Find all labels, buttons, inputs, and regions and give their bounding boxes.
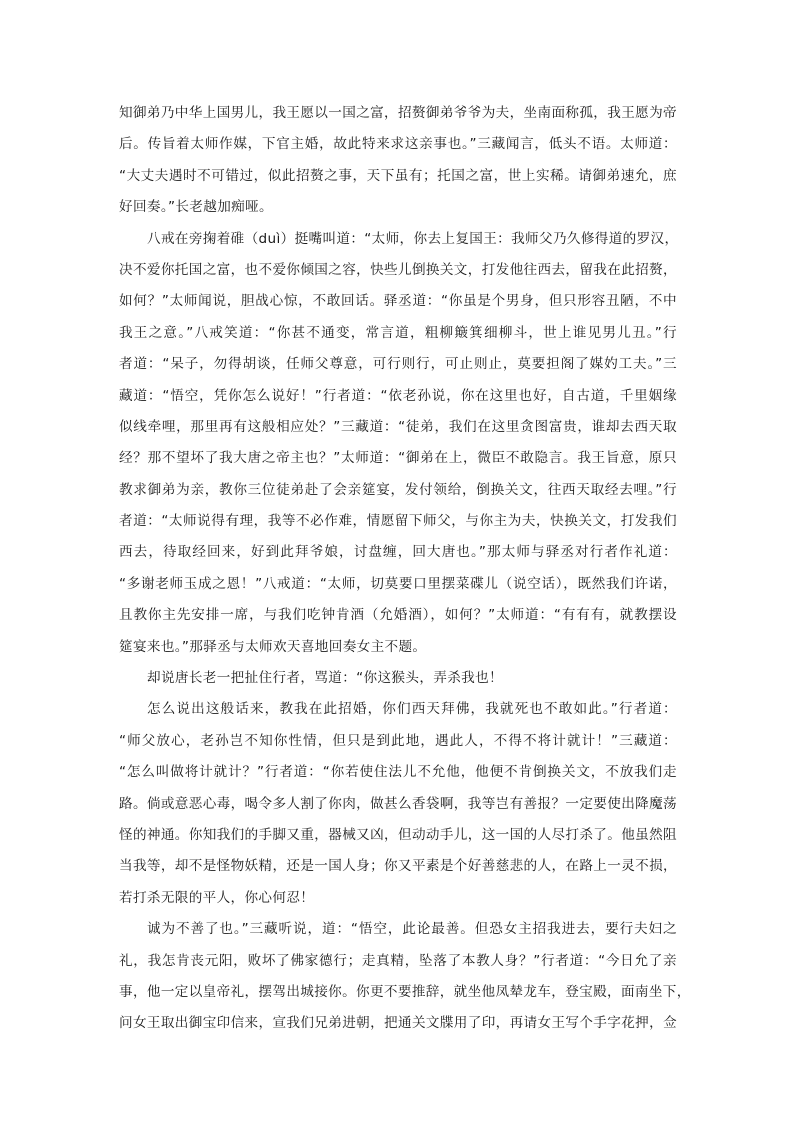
text-line: 却说唐长老一把扯住行者，骂道：“你这猴头，弄杀我也！ <box>147 670 503 687</box>
text-line: 知御弟乃中华上国男儿，我王愿以一国之富，招赘御弟爷爷为夫，坐南面称孤，我王愿为帝 <box>119 105 677 121</box>
text-line: 我王之意。”八戒笑道：“你甚不通变，常言道，粗柳簸箕细柳斗，世上谁见男儿丑。”行 <box>119 324 677 341</box>
text-line: 八戒在旁掬着碓（duì）挺嘴叫道：“太师，你去上复国王：我师父乃久修得道的罗汉， <box>147 230 679 247</box>
text-line: “怎么叫做将计就计？”行者道：“你若使住法儿不允他，他便不肯倒换关文，不放我们走 <box>119 764 677 781</box>
text-line: 如何？”太师闻说，胆战心惊，不敢回话。驿丞道：“你虽是个男身，但只形容丑陋，不中 <box>119 293 677 310</box>
text-line: 诚为不善了也。”三藏听说，道：“悟空，此论最善。但恐女主招我进去，要行夫妇之 <box>147 921 677 938</box>
text-line: 者道：“太师说得有理，我等不必作难，情愿留下师父，与你主为夫，快换关文，打发我们 <box>119 513 677 530</box>
text-line: 怪的神通。你知我们的手脚又重，器械又凶，但动动手儿，这一国的人尽打杀了。他虽然阻 <box>119 826 677 843</box>
text-line: 当我等，却不是怪物妖精，还是一国人身；你又平素是个好善慈悲的人，在路上一灵不损， <box>119 858 677 875</box>
text-line: 经？那不望坏了我大唐之帝主也？”太师道：“御弟在上，微臣不敢隐言。我王旨意，原只 <box>119 450 677 467</box>
document-page <box>119 98 691 1040</box>
text-line: 事，他一定以皇帝礼，摆驾出城接你。你更不要推辞，就坐他凤辇龙车，登宝殿，面南坐下， <box>119 983 691 1000</box>
text-line: 决不爱你托国之富，也不爱你倾国之容，快些儿倒换关文，打发他往西去，留我在此招赘， <box>119 261 677 278</box>
text-line: 似线牵哩，那里再有这般相应处？”三藏道：“徒弟，我们在这里贪图富贵，谁却去西天取 <box>119 418 677 435</box>
text-line: 藏道：“悟空，凭你怎么说好！”行者道：“依老孙说，你在这里也好，自古道，千里姻缘 <box>119 387 677 404</box>
text-line: 问女王取出御宝印信来，宣我们兄弟进朝，把通关文牒用了印，再请女王写个手字花押，佥 <box>119 1015 677 1032</box>
text-line: 者道：“呆子，勿得胡谈，任师父尊意，可行则行，可止则止，莫要担阁了媒妁工夫。”三 <box>119 356 677 373</box>
text-line: 若打杀无限的平人，你心何忍！ <box>119 889 315 906</box>
text-line: “多谢老师玉成之恩！”八戒道：“太师，切莫要口里摆菜碟儿（说空话），既然我们许诺， <box>119 575 677 592</box>
text-line: 教求御弟为亲，教你三位徒弟赴了会亲筵宴，发付领给，倒换关文，往西天取经去哩。”行 <box>119 481 677 498</box>
text-line: 路。倘或意恶心毒，喝令多人割了你肉，做甚么香袋啊，我等岂有善报？一定要使出降魔荡 <box>119 795 677 812</box>
text-line: 怎么说出这般话来，教我在此招婚，你们西天拜佛，我就死也不敢如此。”行者道： <box>147 701 677 718</box>
text-line: 且教你主先安排一席，与我们吃钟肯酒（允婚酒），如何？”太师道：“有有有，就教摆设 <box>119 607 677 624</box>
text-line: 礼，我怎肯丧元阳，败坏了佛家德行；走真精，坠落了本教人身？”行者道：“今日允了亲 <box>119 952 677 969</box>
text-line: 好回奏。”长老越加痴哑。 <box>119 199 273 216</box>
text-line: “大丈夫遇时不可错过，似此招赘之事，天下虽有；托国之富，世上实稀。请御弟速允，庶 <box>119 167 677 184</box>
text-line: “师父放心，老孙岂不知你性情，但只是到此地，遇此人，不得不将计就计！”三藏道： <box>119 732 677 749</box>
text-line: 筵宴来也。”那驿丞与太师欢天喜地回奏女主不题。 <box>119 638 427 655</box>
text-line: 西去，待取经回来，好到此拜爷娘，讨盘缠，回大唐也。”那太师与驿丞对行者作礼道： <box>119 544 677 561</box>
text-line: 后。传旨着太师作媒，下官主婚，故此特来求这亲事也。”三藏闻言，低头不语。太师道： <box>119 136 677 153</box>
